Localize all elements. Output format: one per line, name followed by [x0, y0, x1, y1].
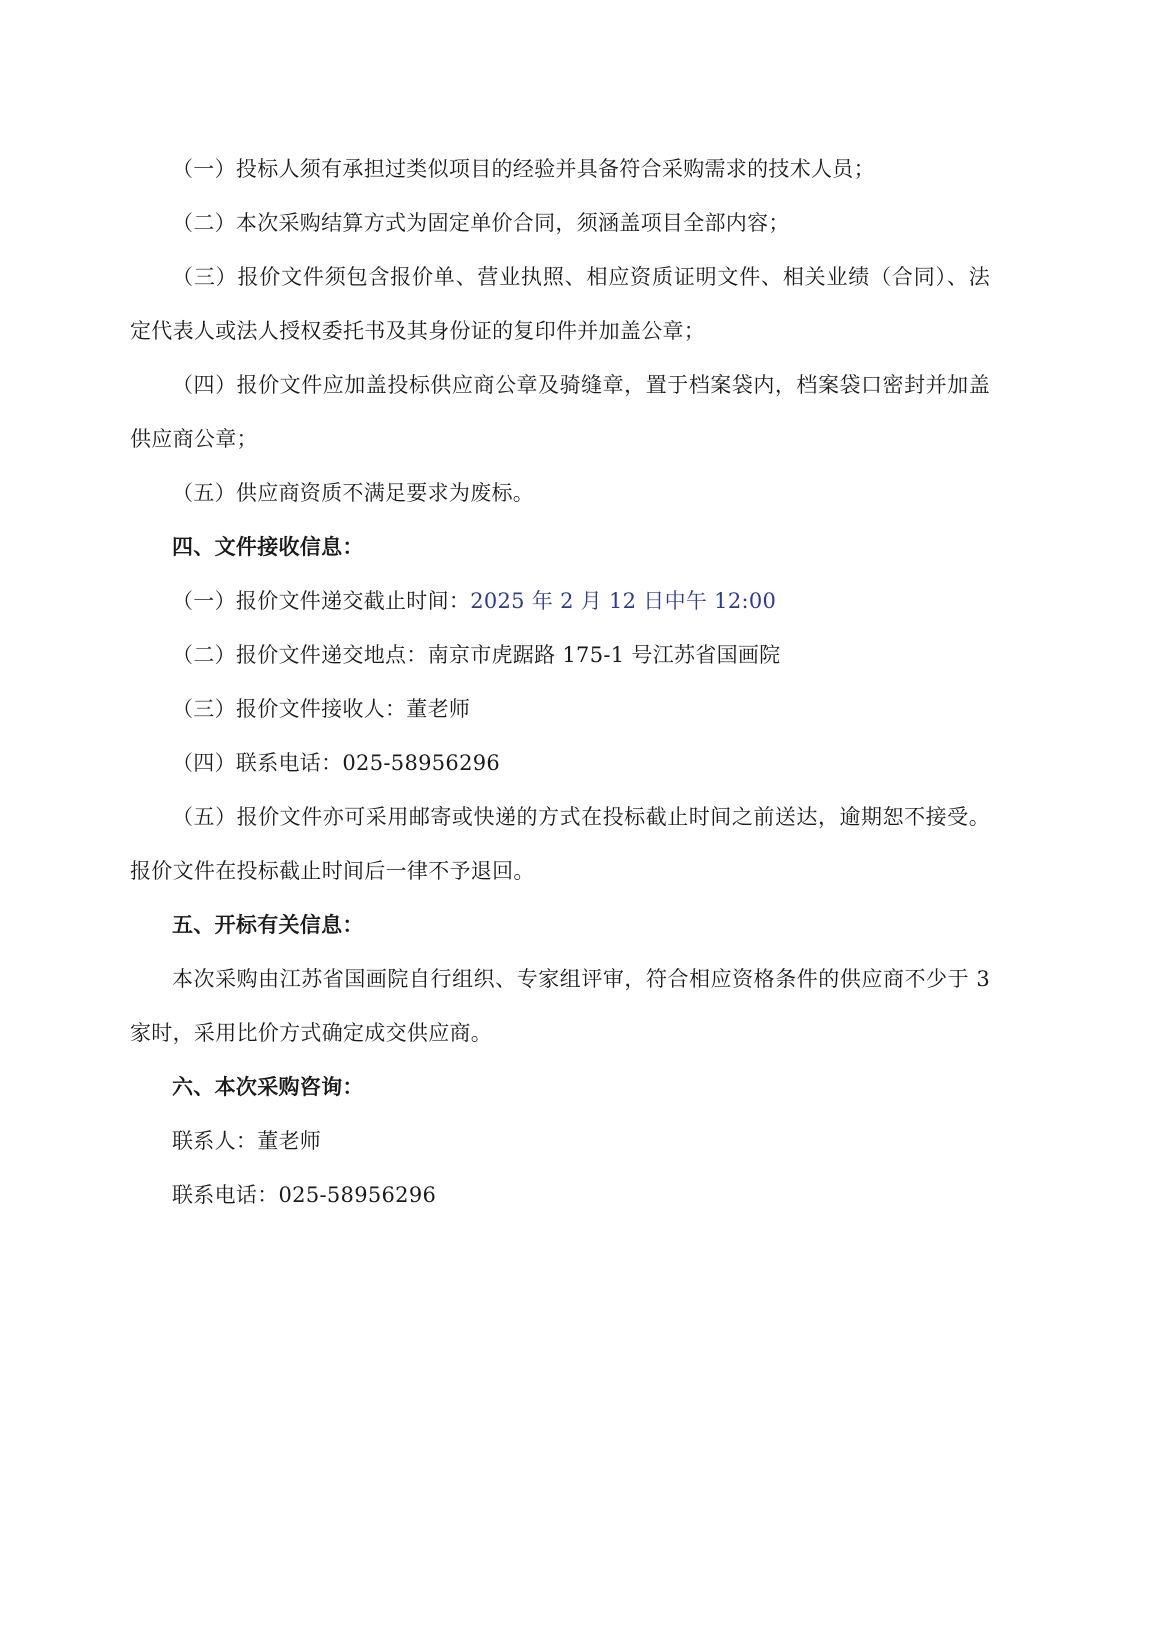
section-heading-file-receipt: 四、文件接收信息：: [172, 535, 364, 559]
contact-phone: （四）联系电话：025-58956296: [172, 751, 501, 775]
section-heading-bid-opening: 五、开标有关信息：: [172, 913, 364, 937]
consultation-phone: 联系电话：025-58956296: [172, 1183, 437, 1207]
file-receiver: （三）报价文件接收人：董老师: [172, 697, 471, 721]
section-heading-consultation: 六、本次采购咨询：: [172, 1075, 364, 1099]
mail-delivery-note: （五）报价文件亦可采用邮寄或快递的方式在投标截止时间之前送达，逾期恕不接受。报价文件在投标截止时间后一律不予退回。: [130, 805, 990, 883]
deadline-label: （一）报价文件递交截止时间：: [172, 589, 471, 613]
deadline-value: 2025 年 2 月 12 日中午 12:00: [470, 589, 777, 613]
document-body: [130, 142, 990, 1222]
bid-opening-body: 本次采购由江苏省国画院自行组织、专家组评审，符合相应资格条件的供应商不少于 3 家时，采用比价方式确定成交供应商。: [130, 967, 990, 1045]
requirement-item-4: （四）报价文件应加盖投标供应商公章及骑缝章，置于档案袋内，档案袋口密封并加盖供应商公章；: [130, 373, 990, 451]
deadline-line: [130, 574, 990, 628]
submission-location: （二）报价文件递交地点：南京市虎踞路 175-1 号江苏省国画院: [172, 643, 781, 667]
requirement-item-3: （三）报价文件须包含报价单、营业执照、相应资质证明文件、相关业绩（合同）、法定代表人或法人授权委托书及其身份证的复印件并加盖公章；: [130, 265, 990, 343]
consultation-contact: 联系人：董老师: [172, 1129, 322, 1153]
requirement-item-5: （五）供应商资质不满足要求为废标。: [172, 481, 535, 505]
requirement-item-1: （一）投标人须有承担过类似项目的经验并具备符合采购需求的技术人员；: [172, 157, 875, 181]
requirement-item-2: （二）本次采购结算方式为固定单价合同，须涵盖项目全部内容；: [172, 211, 790, 235]
